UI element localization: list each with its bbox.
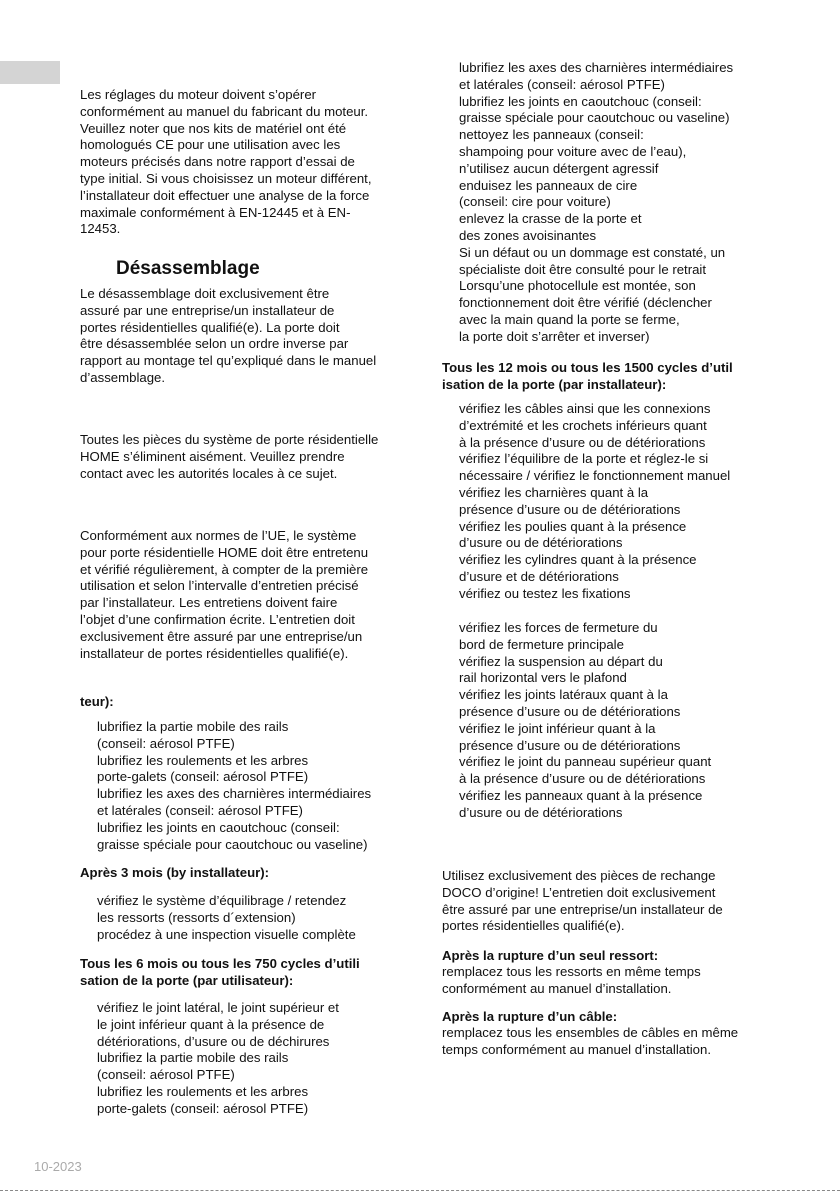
- cable-break-paragraph: remplacez tous les ensembles de câbles en même temps conformément au manuel d’installation.: [442, 1025, 739, 1057]
- six-months-list: vérifiez le joint latéral, le joint supérieur et le joint inférieur quant à la présence de détériorations, d’usure ou de déchirures lubrifiez la partie mobile des rails (conseil: aérosol PTFE) lubrifiez les roulements et les arbres porte-galets (conseil: aérosol PTFE): [97, 1000, 339, 1116]
- motor-settings-paragraph: Les réglages du moteur doivent s’opérer conformément au manuel du fabricant du moteur. Veuillez noter que nos kits de matériel ont été homologués CE pour une utilisation avec les moteurs précisés dans notre rapport d’essai de type initial. Si vous choisissez un moteur différent, l’installateur doit effectuer une analyse de la force maximale conformément à EN-12445 et à EN- 12453.: [80, 87, 372, 237]
- six-months-list-continued: lubrifiez les axes des charnières intermédiaires et latérales (conseil: aérosol PTFE) lubrifiez les joints en caoutchouc (conseil: graisse spéciale pour caoutchouc ou vaseline) nettoyez les panneaux (conseil: shampoing pour voiture avec de l’eau), n’utilisez aucun détergent agressif enduisez les panneaux de cire (conseil: cire pour voiture) enlevez la crasse de la porte et des zones avoisinantes Si un défaut ou un dommage est constaté, un spécialiste doit être consulté pour le retrait Lorsqu’une photocellule est montée, son fonctionnement doit être vérifié (déclencher avec la main quand la porte se ferme, la porte doit s’arrêter et inverser): [459, 60, 734, 344]
- disposal-paragraph: Toutes les pièces du système de porte résidentielle HOME s’éliminent aisément. Veuillez prendre contact avec les autorités locales à ce sujet.: [80, 432, 379, 481]
- twelve-months-list-part2: vérifiez les forces de fermeture du bord de fermeture principale vérifiez la suspension au départ du rail horizontal vers le plafond vérifiez les joints latéraux quant à la présence d’usure ou de détériorations vérifiez le joint inférieur quant à la présence d’usure ou de détériorations vérifiez le joint du panneau supérieur quant à la présence d’usure ou de détériorations vérifiez les panneaux quant à la présence d’usure ou de détériorations: [459, 620, 712, 820]
- twelve-months-list-part1: vérifiez les câbles ainsi que les connexions d’extrémité et les crochets inférieurs quant à la présence d’usure ou de détériorations vérifiez l’équilibre de la porte et réglez-le si nécessaire / vérifiez le fonctionnement manuel vérifiez les charnières quant à la présence d’usure ou de détériorations vérifiez les poulies quant à la présence d’usure ou de détériorations vérifiez les cylindres quant à la présence d’usure et de détériorations vérifiez ou testez les fixations: [459, 401, 731, 601]
- cable-break-heading: Après la rupture d’un câble:: [442, 1009, 618, 1024]
- footer-date: 10-2023: [34, 1159, 82, 1174]
- disassembly-heading: Désassemblage: [116, 258, 260, 279]
- user-lubrication-list: lubrifiez la partie mobile des rails (conseil: aérosol PTFE) lubrifiez les roulements et les arbres porte-galets (conseil: aérosol PTFE) lubrifiez les axes des charnières intermédiaires et latérales (conseil: aérosol PTFE) lubrifiez les joints en caoutchouc (conseil: graisse spéciale pour caoutchouc ou vaseline): [97, 719, 372, 852]
- spring-break-paragraph: remplacez tous les ressorts en même temps conformément au manuel d’installation.: [442, 964, 701, 996]
- three-months-heading: Après 3 mois (by installateur):: [80, 865, 270, 880]
- six-months-heading: Tous les 6 mois ou tous les 750 cycles d’utili sation de la porte (par utilisateur):: [80, 956, 360, 988]
- spring-break-heading: Après la rupture d’un seul ressort:: [442, 948, 659, 963]
- three-months-list: vérifiez le système d’équilibrage / retendez les ressorts (ressorts d´extension) procédez à une inspection visuelle complète: [97, 893, 356, 942]
- twelve-months-heading: Tous les 12 mois ou tous les 1500 cycles d’util isation de la porte (par installateur):: [442, 360, 733, 392]
- section-tab-marker: [0, 61, 60, 84]
- page-bottom-divider: [0, 1190, 840, 1191]
- disassembly-paragraph: Le désassemblage doit exclusivement être assuré par une entreprise/un installateur de portes résidentielles qualifié(e). La porte doit être désassemblée selon un ordre inverse par rapport au montage tel qu’expliqué dans le manuel d’assemblage.: [80, 286, 377, 385]
- maintenance-paragraph: Conformément aux normes de l’UE, le système pour porte résidentielle HOME doit être entretenu et vérifié régulièrement, à compter de la première utilisation et selon l’intervalle d’entretien précisé par l’installateur. Les entretiens doivent faire l’objet d’une confirmation écrite. L’entretien doit exclusivement être assuré par une entreprise/un installateur de portes résidentielles qualifié(e).: [80, 528, 369, 661]
- user-maintenance-heading-fragment: teur):: [80, 694, 114, 709]
- spare-parts-paragraph: Utilisez exclusivement des pièces de rechange DOCO d’origine! L’entretien doit exclusivement être assuré par une entreprise/un installateur de portes résidentielles qualifié(e).: [442, 868, 723, 934]
